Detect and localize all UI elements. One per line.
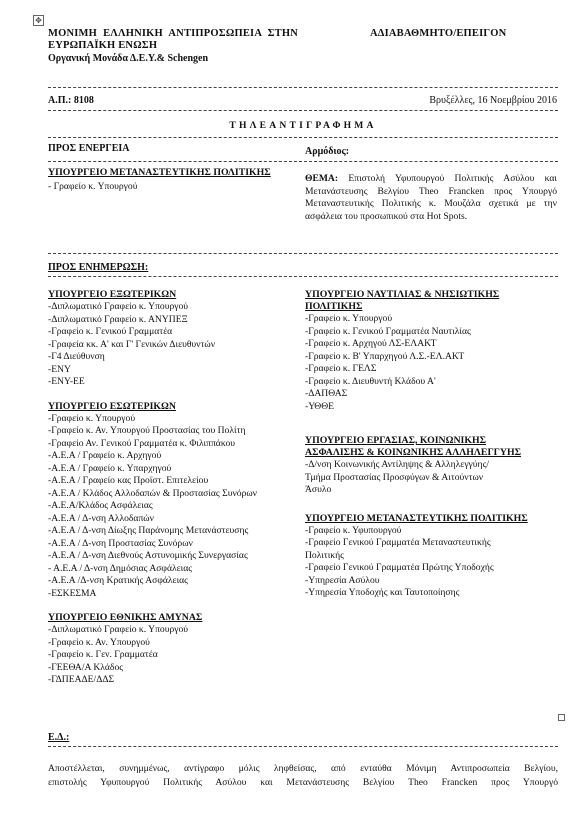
classification: ΑΔΙΑΒΑΘΜΗΤΟ/ΕΠΕΙΓΟΝ — [370, 28, 507, 39]
ed-label: Ε.Δ.: — [48, 732, 70, 743]
ed-line-1: Αποστέλλεται, συνημμένως, αντίγραφο μόλις ληφθείσας, από ενταύθα Μόνιμη Αντιπροσωπεία Βελγίου, — [48, 763, 558, 774]
list-item: - Α.Ε.Α / Δ-νση Δημόσιας Ασφάλειας — [48, 562, 193, 574]
subject-label: ΘΕΜΑ: — [305, 173, 339, 184]
ed-line-2: επιστολής Υφυπουργού Πολιτικής Ασύλου και Μετανάστευσης Βελγίου Theo Francken προς Υπουργό — [48, 777, 558, 788]
list-item: -ΕΝΥ-ΕΕ — [48, 376, 85, 387]
list-item: -Γ4 Διεύθυνση — [48, 351, 105, 362]
list-item: -Α.Ε.Α / Γραφείο κ. Αρχηγού — [48, 450, 162, 461]
section-foreign-affairs — [48, 289, 300, 389]
list-item: -Α.Ε.Α / Δ-νση Προστασίας Συνόρων — [48, 537, 193, 549]
section-migration — [305, 513, 557, 600]
section-title: ΥΠΟΥΡΓΕΙΟ ΕΘΝΙΚΗΣ ΑΜΥΝΑΣ — [48, 612, 203, 623]
list-item: -ΓΔΠΕΑΔΕ/ΔΔΣ — [48, 674, 115, 685]
org-name — [48, 28, 298, 52]
section-title: ΥΠΟΥΡΓΕΙΟ ΕΞΩΤΕΡΙΚΩΝ — [48, 289, 177, 300]
section-shipping — [305, 289, 557, 413]
section-title-line: ΠΟΛΙΤΙΚΗΣ — [305, 301, 363, 312]
divider — [48, 161, 558, 162]
list-item: -Γραφείο κ. Γεν. Γραμματέα — [48, 649, 158, 660]
table-move-handle-icon[interactable]: ✥ — [33, 15, 44, 26]
info-label: ΠΡΟΣ ΕΝΗΜΕΡΩΣΗ: — [48, 262, 149, 273]
section-interior — [48, 401, 300, 601]
list-item: -Γραφείο κ. Αν. Υπουργού Προστασίας του Πολίτη — [48, 425, 246, 436]
list-item: -ΥΘΘΕ — [305, 400, 334, 412]
list-item: Πολιτικής — [305, 549, 344, 561]
list-item: -Γραφείο κ. Αν. Υπουργού — [48, 636, 150, 648]
list-item: -Γραφείο κ. Υπουργού — [305, 313, 393, 324]
info-left-column — [48, 289, 300, 687]
list-item: -Γραφείο Γενικού Γραμματέα Πρώτης Υποδοχής — [305, 562, 494, 573]
divider — [48, 253, 558, 254]
document-type: ΤΗΛΕΑΝΤΙΓΡΑΦΗΜΑ — [229, 120, 377, 131]
divider — [48, 110, 558, 111]
action-label: ΠΡΟΣ ΕΝΕΡΓΕΙΑ — [48, 143, 130, 154]
section-title-line: ΥΠΟΥΡΓΕΙΟ ΜΕΤΑΝΑΣΤΕΥΤΙΚΗΣ ΠΟΛΙΤΙΚΗΣ — [305, 512, 528, 524]
list-item: -Α.Ε.Α / Γραφείο κ. Υπαρχηγού — [48, 462, 172, 474]
org-line-1: ΜΟΝΙΜΗ ΕΛΛΗΝΙΚΗ ΑΝΤΙΠΡΟΣΩΠΕΙΑ ΣΤΗΝ — [48, 28, 298, 39]
list-item: -Γραφείο κ. Υπουργού — [48, 412, 136, 424]
section-defence — [48, 612, 300, 687]
list-item: -Γραφείο Αν. Γενικού Γραμματέα κ. Φιλιππάκου — [48, 437, 235, 449]
competent-label: Αρμόδιος: — [305, 146, 350, 157]
action-recipient: - Γραφείο κ. Υπουργού — [48, 181, 138, 192]
section-items — [48, 413, 300, 601]
list-item: -Α.Ε.Α / Γραφείο κας Προϊστ. Επιτελείου — [48, 475, 209, 486]
list-item: -Α.Ε.Α/Κλάδος Ασφάλειας — [48, 500, 153, 511]
section-title-line: ΥΠΟΥΡΓΕΙΟ ΝΑΥΤΙΛΙΑΣ & ΝΗΣΙΩΤΙΚΗΣ — [305, 289, 500, 300]
action-ministry: ΥΠΟΥΡΓΕΙΟ ΜΕΤΑΝΑΣΤΕΥΤΙΚΗΣ ΠΟΛΙΤΙΚΗΣ — [48, 167, 271, 178]
list-item: -Α.Ε.Α / Δ-νση Δίωξης Παράνομης Μετανάστευσης — [48, 525, 249, 536]
section-items — [305, 459, 557, 497]
subject-text: Επιστολή Υφυπουργού Πολιτικής Ασύλου και Μετανάστευσης Βελγίου Theo Francken προς Υπουργό Μεταναστευτικής Πολιτικής κ. Μουζάλα σχετικά με την ασφάλεια του προσωπικού στα Hot Spots. — [305, 173, 557, 222]
section-labour — [305, 435, 557, 497]
section-title-line: ΥΠΟΥΡΓΕΙΟ ΕΡΓΑΣΙΑΣ, ΚΟΙΝΩΝΙΚΗΣ — [305, 435, 486, 446]
divider — [48, 87, 558, 88]
list-item: -ΕΝΥ — [48, 363, 71, 375]
list-item: -ΓΕΕΘΑ/Α Κλάδος — [48, 661, 124, 673]
list-item: -Γραφείο κ. Διευθυντή Κλάδου Α' — [305, 375, 436, 387]
list-item: Άσυλο — [305, 484, 332, 495]
section-items — [305, 313, 557, 413]
list-item: -Διπλωματικό Γραφείο κ. ΑΝΥΠΕΞ — [48, 313, 188, 325]
list-item: -Γραφείο κ. Υφυπουργού — [305, 524, 402, 536]
list-item: -Γραφείο κ. ΓΕΛΣ — [305, 363, 377, 374]
list-item: -Γραφείο κ. Β' Υπαρχηγού Λ.Σ.-ΕΛ.ΑΚΤ — [305, 350, 465, 362]
section-title: ΥΠΟΥΡΓΕΙΟ ΕΣΩΤΕΡΙΚΩΝ — [48, 400, 176, 412]
list-item: -Α.Ε.Α /Δ-νση Κρατικής Ασφάλειας — [48, 575, 188, 586]
section-items — [48, 301, 300, 389]
ed-body — [48, 762, 558, 790]
divider — [48, 137, 558, 138]
org-unit: Οργανική Μονάδα Δ.Ε.Υ.& Schengen — [48, 53, 209, 64]
list-item: -Γραφείο κ. Αρχηγού ΛΣ-ΕΛΑΚΤ — [305, 338, 437, 349]
list-item: -Γραφείο κ. Γενικού Γραμματέα — [48, 326, 173, 337]
list-item: -Δ/νση Κοινωνικής Αντίληψης & Αλληλεγγύης/ — [305, 459, 490, 470]
subject-block — [305, 173, 557, 223]
list-item: -ΕΣΚΕΣΜΑ — [48, 587, 97, 599]
protocol-number: Α.Π.: 8108 — [48, 95, 94, 106]
list-item: -Διπλωματικό Γραφείο κ. Υπουργού — [48, 301, 189, 312]
list-item: -Α.Ε.Α / Δ-νση Διεθνούς Αστυνομικής Συνεργασίας — [48, 550, 248, 561]
list-item: -Γραφείο Γενικού Γραμματέα Μεταναστευτικής — [305, 537, 491, 548]
list-item: -Γραφεία κκ. Α' και Γ' Γενικών Διευθυντών — [48, 338, 216, 350]
list-item: -Α.Ε.Α / Δ-νση Αλλοδαπών — [48, 512, 154, 524]
place-date: Βρυξέλλες, 16 Νοεμβρίου 2016 — [429, 95, 557, 106]
list-item: -Διπλωματικό Γραφείο κ. Υπουργού — [48, 624, 189, 635]
list-item: -ΔΑΠΘΑΣ — [305, 388, 348, 399]
section-title-line: ΑΣΦΑΛΙΣΗΣ & ΚΟΙΝΩΝΙΚΗΣ ΑΛΛΗΛΕΓΓΥΗΣ — [305, 447, 522, 458]
list-item: -Υπηρεσία Υποδοχής και Ταυτοποίησης — [305, 587, 460, 598]
org-line-2: ΕΥΡΩΠΑΪΚΗ ΕΝΩΣΗ — [48, 40, 158, 51]
section-items — [48, 624, 300, 687]
divider — [48, 746, 558, 747]
list-item: -Α.Ε.Α / Κλάδος Αλλοδαπών & Προστασίας Συνόρων — [48, 487, 258, 499]
list-item: -Γραφείο κ. Γενικού Γραμματέα Ναυτιλίας — [305, 325, 471, 337]
divider — [48, 276, 558, 277]
info-right-column — [305, 289, 557, 600]
section-items — [305, 525, 557, 600]
list-item: -Υπηρεσία Ασύλου — [305, 574, 380, 586]
list-item: Τμήμα Προστασίας Προσφύγων & Αιτούντων — [305, 471, 484, 483]
table-resize-handle-icon[interactable] — [558, 714, 565, 721]
